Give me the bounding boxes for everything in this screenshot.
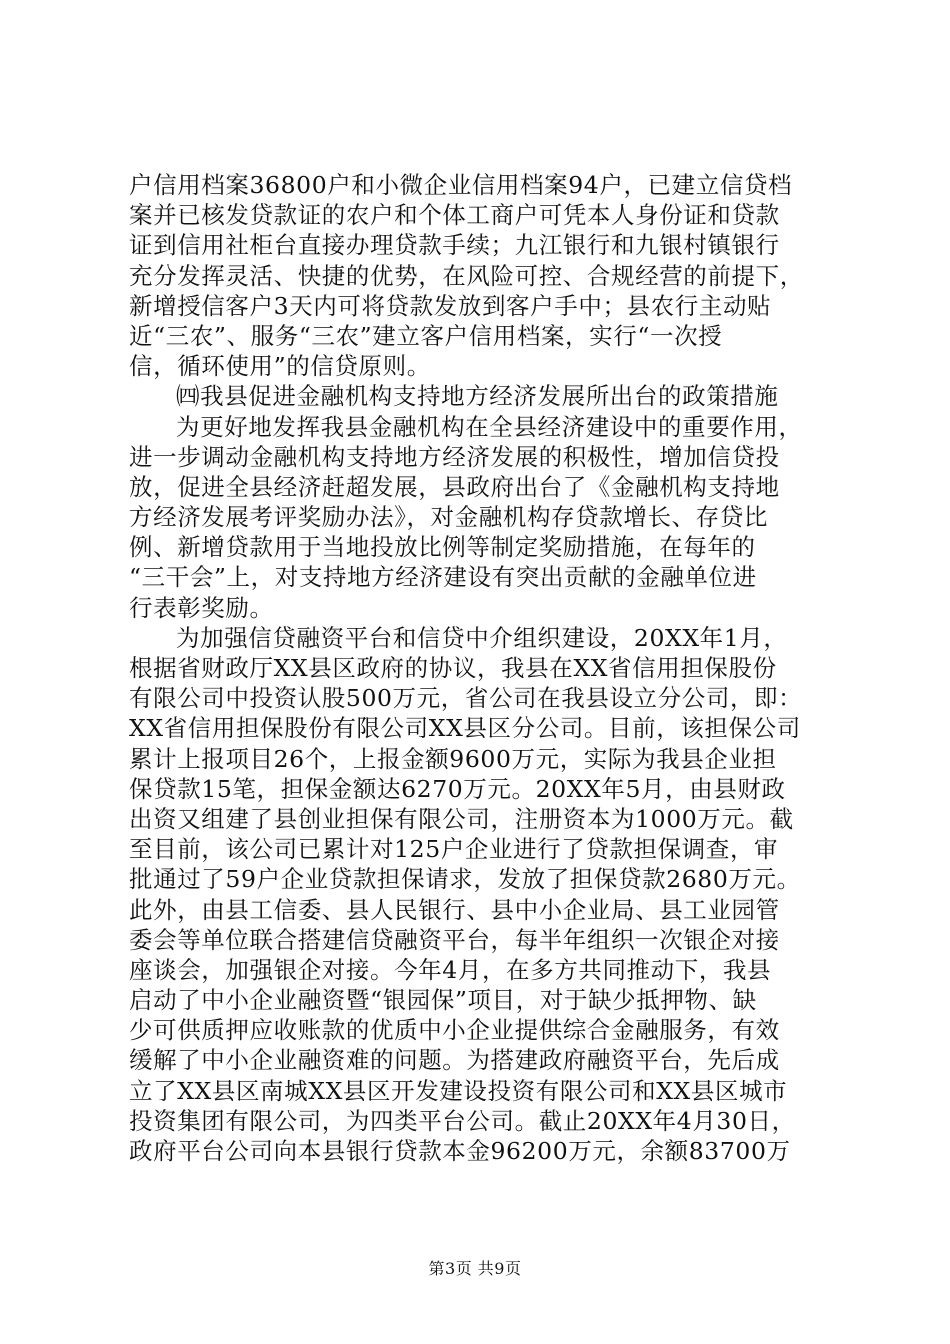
body-line: 委会等单位联合搭建信贷融资平台，每半年组织一次银企对接 bbox=[129, 925, 780, 954]
body-line: 政府平台公司向本县银行贷款本金96200万元，余额83700万 bbox=[129, 1137, 791, 1165]
body-line: 此外，由县工信委、县人民银行、县中小企业局、县工业园管 bbox=[129, 895, 780, 924]
page-footer: 第3页 共9页 bbox=[428, 1259, 522, 1278]
body-line: 至目前，该公司已累计对125户企业进行了贷款担保调查，审 bbox=[129, 835, 779, 864]
body-line: 缓解了中小企业融资难的问题。为搭建政府融资平台，先后成 bbox=[129, 1046, 780, 1075]
body-line: 根据省财政厅XX县区政府的协议，我县在XX省信用担保股份 bbox=[129, 654, 777, 682]
body-line: 批通过了59户企业贷款担保请求，发放了担保贷款2680万元。 bbox=[129, 865, 801, 894]
document-body bbox=[129, 170, 829, 1166]
body-line: 充分发挥灵活、快捷的优势，在风险可控、合规经营的前提下， bbox=[129, 261, 804, 290]
body-line: 例、新增贷款用于当地投放比例等制定奖励措施，在每年的 bbox=[129, 533, 756, 562]
body-line: 行表彰奖励。 bbox=[129, 593, 274, 622]
body-line: 启动了中小企业融资暨“银园保”项目，对于缺少抵押物、缺 bbox=[129, 986, 757, 1015]
body-line: 放，促进全县经济赶超发展，县政府出台了《金融机构支持地 bbox=[129, 472, 780, 501]
body-line: 进一步调动金融机构支持地方经济发展的积极性，增加信贷投 bbox=[129, 442, 780, 471]
body-line: 为更好地发挥我县金融机构在全县经济建设中的重要作用， bbox=[176, 412, 803, 441]
body-line: 近“三农”、服务“三农”建立客户信用档案，实行“一次授 bbox=[129, 321, 723, 350]
body-line: 证到信用社柜台直接办理贷款手续；九江银行和九银村镇银行 bbox=[129, 231, 780, 260]
body-line: 信，循环使用”的信贷原则。 bbox=[129, 352, 431, 381]
body-line: 为加强信贷融资平台和信贷中介组织建设，20XX年1月， bbox=[176, 623, 788, 652]
body-line: 少可供质押应收账款的优质中小企业提供综合金融服务，有效 bbox=[129, 1016, 780, 1045]
body-line: 累计上报项目26个，上报金额9600万元，实际为我县企业担 bbox=[129, 744, 777, 773]
body-line: “三干会”上，对支持地方经济建设有突出贡献的金融单位进 bbox=[129, 563, 757, 592]
body-line: 方经济发展考评奖励办法》，对金融机构存贷款增长、存贷比 bbox=[129, 503, 768, 532]
body-line: ㈣我县促进金融机构支持地方经济发展所出台的政策措施 bbox=[176, 382, 779, 411]
body-line: 户信用档案36800户和小微企业信用档案94户，已建立信贷档 bbox=[129, 171, 793, 199]
body-line: 立了XX县区南城XX县区开发建设投资有限公司和XX县区城市 bbox=[129, 1076, 788, 1105]
body-line: 新增授信客户3天内可将贷款发放到客户手中；县农行主动贴 bbox=[129, 291, 772, 320]
body-line: 保贷款15笔，担保金额达6270万元。20XX年5月，由县财政 bbox=[129, 774, 786, 803]
body-line: 有限公司中投资认股500万元，省公司在我县设立分公司，即： bbox=[129, 684, 803, 713]
body-line: 投资集团有限公司，为四类平台公司。截止20XX年4月30日， bbox=[129, 1106, 796, 1135]
body-line: 出资又组建了县创业担保有限公司，注册资本为1000万元。截 bbox=[129, 804, 794, 833]
body-line: XX省信用担保股份有限公司XX县区分公司。目前，该担保公司 bbox=[129, 714, 801, 743]
body-line: 案并已核发贷款证的农户和个体工商户可凭本人身份证和贷款 bbox=[129, 201, 780, 230]
body-line: 座谈会，加强银企对接。今年4月，在多方共同推动下，我县 bbox=[129, 955, 772, 984]
